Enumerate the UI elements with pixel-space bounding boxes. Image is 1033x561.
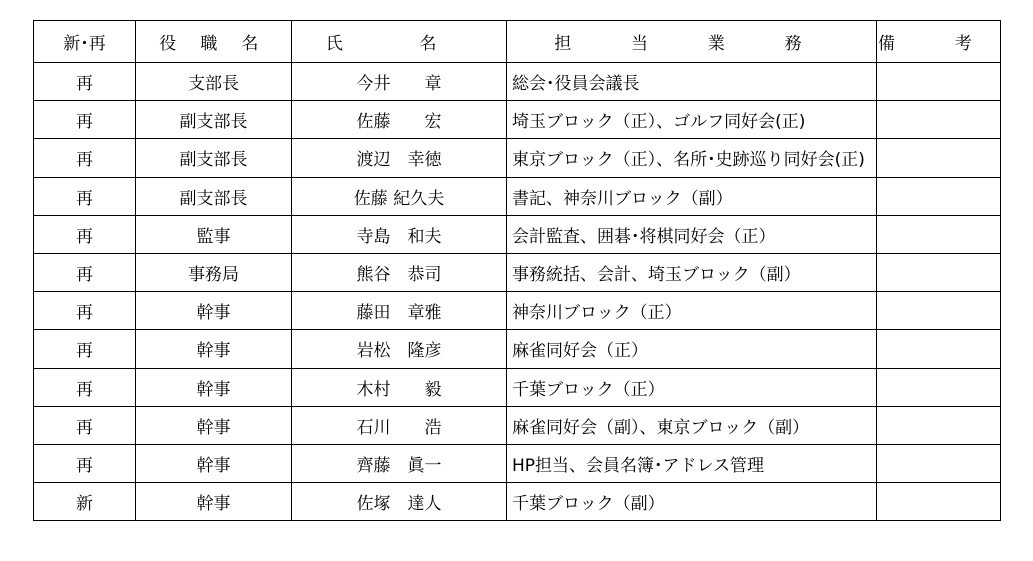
cell-position: 幹事 [136, 292, 292, 330]
cell-remarks [877, 330, 1001, 368]
cell-name: 寺島 和夫 [292, 215, 507, 253]
cell-duties: 総会･役員会議長 [507, 63, 877, 101]
cell-position: 事務局 [136, 253, 292, 291]
cell-status: 再 [34, 444, 136, 482]
cell-status: 再 [34, 292, 136, 330]
cell-position: 幹事 [136, 444, 292, 482]
table-row [34, 177, 1001, 215]
cell-status: 再 [34, 330, 136, 368]
table-row [34, 215, 1001, 253]
cell-position: 幹事 [136, 483, 292, 521]
cell-name: 石川 浩 [292, 406, 507, 444]
table-row [34, 63, 1001, 101]
table-row [34, 483, 1001, 521]
cell-remarks [877, 215, 1001, 253]
cell-position: 幹事 [136, 368, 292, 406]
table-row [34, 330, 1001, 368]
header-remarks: 備 考 [877, 21, 1001, 63]
cell-status: 再 [34, 63, 136, 101]
table-row [34, 139, 1001, 177]
cell-name: 岩松 隆彦 [292, 330, 507, 368]
cell-duties: 麻雀同好会（副）、東京ブロック（副） [507, 406, 877, 444]
table-header [34, 21, 1001, 63]
table-row [34, 368, 1001, 406]
cell-duties: 千葉ブロック（副） [507, 483, 877, 521]
table-row [34, 253, 1001, 291]
cell-duties: 神奈川ブロック（正） [507, 292, 877, 330]
cell-duties: 千葉ブロック（正） [507, 368, 877, 406]
header-name: 氏 名 [292, 21, 507, 63]
cell-position: 副支部長 [136, 177, 292, 215]
cell-name: 今井 章 [292, 63, 507, 101]
cell-status: 再 [34, 215, 136, 253]
cell-remarks [877, 444, 1001, 482]
cell-remarks [877, 292, 1001, 330]
cell-status: 再 [34, 253, 136, 291]
cell-remarks [877, 101, 1001, 139]
header-position: 役 職 名 [136, 21, 292, 63]
table-row [34, 101, 1001, 139]
cell-remarks [877, 177, 1001, 215]
cell-name: 佐藤 宏 [292, 101, 507, 139]
cell-duties: 事務統括、会計、埼玉ブロック（副） [507, 253, 877, 291]
officer-roster-table [33, 20, 1001, 521]
cell-position: 副支部長 [136, 101, 292, 139]
cell-name: 渡辺 幸徳 [292, 139, 507, 177]
cell-status: 再 [34, 177, 136, 215]
cell-remarks [877, 63, 1001, 101]
header-row [34, 21, 1001, 63]
cell-duties: 埼玉ブロック（正）、ゴルフ同好会(正) [507, 101, 877, 139]
cell-status: 再 [34, 139, 136, 177]
cell-position: 副支部長 [136, 139, 292, 177]
cell-status: 再 [34, 406, 136, 444]
header-duties: 担 当 業 務 [507, 21, 877, 63]
cell-remarks [877, 406, 1001, 444]
cell-duties: HP担当、会員名簿･アドレス管理 [507, 444, 877, 482]
cell-status: 新 [34, 483, 136, 521]
cell-position: 幹事 [136, 330, 292, 368]
cell-status: 再 [34, 368, 136, 406]
table-row [34, 444, 1001, 482]
cell-remarks [877, 483, 1001, 521]
cell-name: 木村 毅 [292, 368, 507, 406]
cell-name: 佐藤 紀久夫 [292, 177, 507, 215]
cell-position: 幹事 [136, 406, 292, 444]
table-body [34, 63, 1001, 521]
cell-name: 藤田 章雅 [292, 292, 507, 330]
cell-remarks [877, 368, 1001, 406]
cell-duties: 東京ブロック（正）、名所･史跡巡り同好会(正) [507, 139, 877, 177]
header-status: 新･再 [34, 21, 136, 63]
cell-name: 熊谷 恭司 [292, 253, 507, 291]
cell-name: 佐塚 達人 [292, 483, 507, 521]
cell-status: 再 [34, 101, 136, 139]
table-row [34, 292, 1001, 330]
cell-name: 齊藤 眞一 [292, 444, 507, 482]
cell-position: 監事 [136, 215, 292, 253]
table-row [34, 406, 1001, 444]
cell-duties: 書記、神奈川ブロック（副） [507, 177, 877, 215]
cell-duties: 麻雀同好会（正） [507, 330, 877, 368]
cell-position: 支部長 [136, 63, 292, 101]
cell-duties: 会計監査、囲碁･将棋同好会（正） [507, 215, 877, 253]
cell-remarks [877, 139, 1001, 177]
cell-remarks [877, 253, 1001, 291]
